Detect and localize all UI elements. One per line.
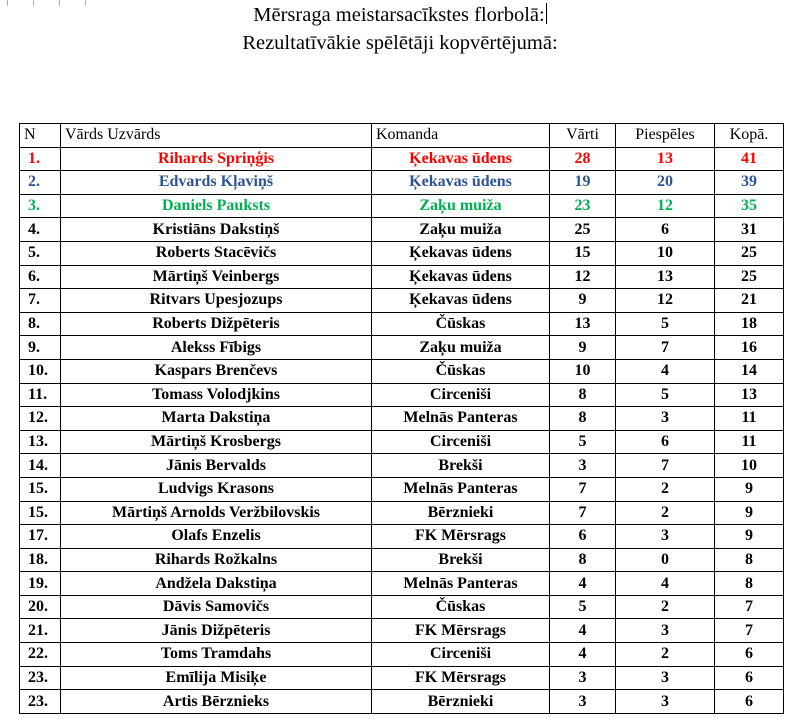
cell-team: Melnās Panteras [372,572,550,596]
cell-team: Ķekavas ūdens [372,147,550,171]
cell-total: 6 [715,643,784,667]
cell-player-name: Kaspars Brenčevs [61,359,372,383]
table-row [20,336,784,360]
table-body [20,147,784,713]
cell-assists: 3 [616,525,715,549]
table-row [20,666,784,690]
cell-team: Melnās Panteras [372,477,550,501]
cell-total: 35 [715,194,784,218]
cell-assists: 7 [616,454,715,478]
cell-player-name: Rihards Spriņģis [61,147,372,171]
cell-rank: 21. [20,619,61,643]
cell-assists: 13 [616,265,715,289]
cell-team: Zaķu muiža [372,218,550,242]
cell-rank: 14. [20,454,61,478]
cell-player-name: Jānis Dižpēteris [61,619,372,643]
table-row [20,312,784,336]
cell-rank: 9. [20,336,61,360]
cell-total: 6 [715,666,784,690]
table-row [20,548,784,572]
cell-team: Ķekavas ūdens [372,265,550,289]
cell-player-name: Toms Tramdahs [61,643,372,667]
header-n: N [20,124,61,148]
cell-team: Circeniši [372,430,550,454]
cell-team: Circeniši [372,643,550,667]
cell-rank: 1. [20,147,61,171]
table-row [20,525,784,549]
cell-total: 18 [715,312,784,336]
cell-assists: 12 [616,289,715,313]
cell-player-name: Alekss Fībigs [61,336,372,360]
cell-total: 7 [715,619,784,643]
cell-player-name: Dāvis Samovičs [61,595,372,619]
cell-goals: 4 [550,572,616,596]
cell-total: 11 [715,407,784,431]
cell-total: 8 [715,548,784,572]
cell-assists: 3 [616,666,715,690]
table-row [20,289,784,313]
table-row [20,690,784,714]
cell-assists: 2 [616,477,715,501]
cell-rank: 23. [20,666,61,690]
cell-player-name: Jānis Bervalds [61,454,372,478]
cell-player-name: Marta Dakstiņa [61,407,372,431]
table-row [20,265,784,289]
cell-goals: 12 [550,265,616,289]
cell-assists: 3 [616,619,715,643]
cell-assists: 13 [616,147,715,171]
cell-team: Ķekavas ūdens [372,289,550,313]
cell-goals: 4 [550,643,616,667]
cell-goals: 25 [550,218,616,242]
cell-team: Ķekavas ūdens [372,241,550,265]
cell-rank: 18. [20,548,61,572]
cell-player-name: Andžela Dakstiņa [61,572,372,596]
cell-total: 14 [715,359,784,383]
cell-goals: 9 [550,289,616,313]
cell-assists: 5 [616,383,715,407]
cell-player-name: Artis Bērznieks [61,690,372,714]
cell-rank: 8. [20,312,61,336]
header-name: Vārds Uzvārds [61,124,372,148]
cell-rank: 11. [20,383,61,407]
cell-goals: 3 [550,690,616,714]
table-header-row [20,124,784,148]
cell-player-name: Kristiāns Dakstiņš [61,218,372,242]
cell-goals: 15 [550,241,616,265]
cell-assists: 7 [616,336,715,360]
cell-player-name: Roberts Dižpēteris [61,312,372,336]
cell-player-name: Tomass Volodjkins [61,383,372,407]
cell-goals: 5 [550,595,616,619]
cell-assists: 6 [616,430,715,454]
header-team: Komanda [372,124,550,148]
cell-team: Čūskas [372,595,550,619]
cell-player-name: Mārtiņš Krosbergs [61,430,372,454]
cell-team: Circeniši [372,383,550,407]
text-cursor [546,3,547,24]
cell-team: Čūskas [372,312,550,336]
cell-player-name: Mārtiņš Arnolds Veržbilovskis [61,501,372,525]
cell-team: Melnās Panteras [372,407,550,431]
table-row [20,147,784,171]
cell-player-name: Rihards Rožkalns [61,548,372,572]
cell-assists: 12 [616,194,715,218]
cell-goals: 3 [550,666,616,690]
cell-team: Brekši [372,454,550,478]
cell-total: 25 [715,265,784,289]
cell-total: 9 [715,501,784,525]
cell-team: Zaķu muiža [372,336,550,360]
header-total: Kopā. [715,124,784,148]
cell-team: FK Mērsrags [372,525,550,549]
cell-player-name: Olafs Enzelis [61,525,372,549]
cell-total: 16 [715,336,784,360]
document-subtitle: Rezultatīvākie spēlētāji kopvērtējumā: [242,32,558,54]
cell-player-name: Edvards Kļaviņš [61,171,372,195]
table-row [20,643,784,667]
table-row [20,572,784,596]
cell-total: 21 [715,289,784,313]
cell-team: FK Mērsrags [372,666,550,690]
cell-total: 41 [715,147,784,171]
cell-rank: 15. [20,477,61,501]
table-row [20,454,784,478]
cell-total: 39 [715,171,784,195]
cell-rank: 19. [20,572,61,596]
table-row [20,171,784,195]
cell-goals: 4 [550,619,616,643]
document-title [0,2,800,28]
cell-assists: 5 [616,312,715,336]
cell-goals: 3 [550,454,616,478]
table-row [20,430,784,454]
cell-rank: 22. [20,643,61,667]
cell-goals: 8 [550,383,616,407]
cell-assists: 0 [616,548,715,572]
cell-assists: 4 [616,572,715,596]
cell-total: 6 [715,690,784,714]
cell-player-name: Mārtiņš Veinbergs [61,265,372,289]
cell-assists: 2 [616,501,715,525]
cell-goals: 6 [550,525,616,549]
cell-team: Čūskas [372,359,550,383]
cell-rank: 7. [20,289,61,313]
cell-goals: 7 [550,501,616,525]
cell-goals: 23 [550,194,616,218]
cell-team: FK Mērsrags [372,619,550,643]
cell-total: 9 [715,477,784,501]
cell-assists: 20 [616,171,715,195]
cell-team: Brekši [372,548,550,572]
title-line-1: Mērsraga meistarsacīkstes florbolā: [253,4,545,26]
table-row [20,218,784,242]
cell-total: 11 [715,430,784,454]
cell-player-name: Emīlija Misiķe [61,666,372,690]
cell-assists: 10 [616,241,715,265]
cell-rank: 3. [20,194,61,218]
cell-total: 31 [715,218,784,242]
cell-rank: 4. [20,218,61,242]
cell-total: 7 [715,595,784,619]
table-row [20,477,784,501]
cell-team: Bērznieki [372,690,550,714]
cell-rank: 20. [20,595,61,619]
cell-goals: 19 [550,171,616,195]
cell-goals: 10 [550,359,616,383]
cell-player-name: Ritvars Upesjozups [61,289,372,313]
cell-goals: 9 [550,336,616,360]
cell-goals: 5 [550,430,616,454]
table-row [20,407,784,431]
cell-goals: 8 [550,407,616,431]
table-row [20,241,784,265]
cell-total: 13 [715,383,784,407]
table-row [20,383,784,407]
table-row [20,501,784,525]
cell-rank: 6. [20,265,61,289]
cell-rank: 2. [20,171,61,195]
cell-team: Bērznieki [372,501,550,525]
cell-goals: 13 [550,312,616,336]
cell-team: Zaķu muiža [372,194,550,218]
cell-total: 8 [715,572,784,596]
cell-team: Ķekavas ūdens [372,171,550,195]
table-row [20,595,784,619]
header-goals: Vārti [550,124,616,148]
table-row [20,619,784,643]
table-row [20,194,784,218]
cell-rank: 15. [20,501,61,525]
cell-player-name: Daniels Pauksts [61,194,372,218]
cell-rank: 17. [20,525,61,549]
cell-rank: 13. [20,430,61,454]
cell-assists: 4 [616,359,715,383]
scorers-table [19,123,784,714]
cell-rank: 12. [20,407,61,431]
cell-goals: 8 [550,548,616,572]
cell-total: 25 [715,241,784,265]
cell-assists: 2 [616,643,715,667]
header-assists: Piespēles [616,124,715,148]
cell-goals: 28 [550,147,616,171]
cell-rank: 23. [20,690,61,714]
cell-rank: 5. [20,241,61,265]
cell-total: 9 [715,525,784,549]
cell-player-name: Ludvigs Krasons [61,477,372,501]
cell-assists: 2 [616,595,715,619]
cell-assists: 6 [616,218,715,242]
cell-assists: 3 [616,407,715,431]
cell-rank: 10. [20,359,61,383]
cell-player-name: Roberts Stacēvičs [61,241,372,265]
cell-goals: 7 [550,477,616,501]
cell-total: 10 [715,454,784,478]
table-row [20,359,784,383]
cell-assists: 3 [616,690,715,714]
